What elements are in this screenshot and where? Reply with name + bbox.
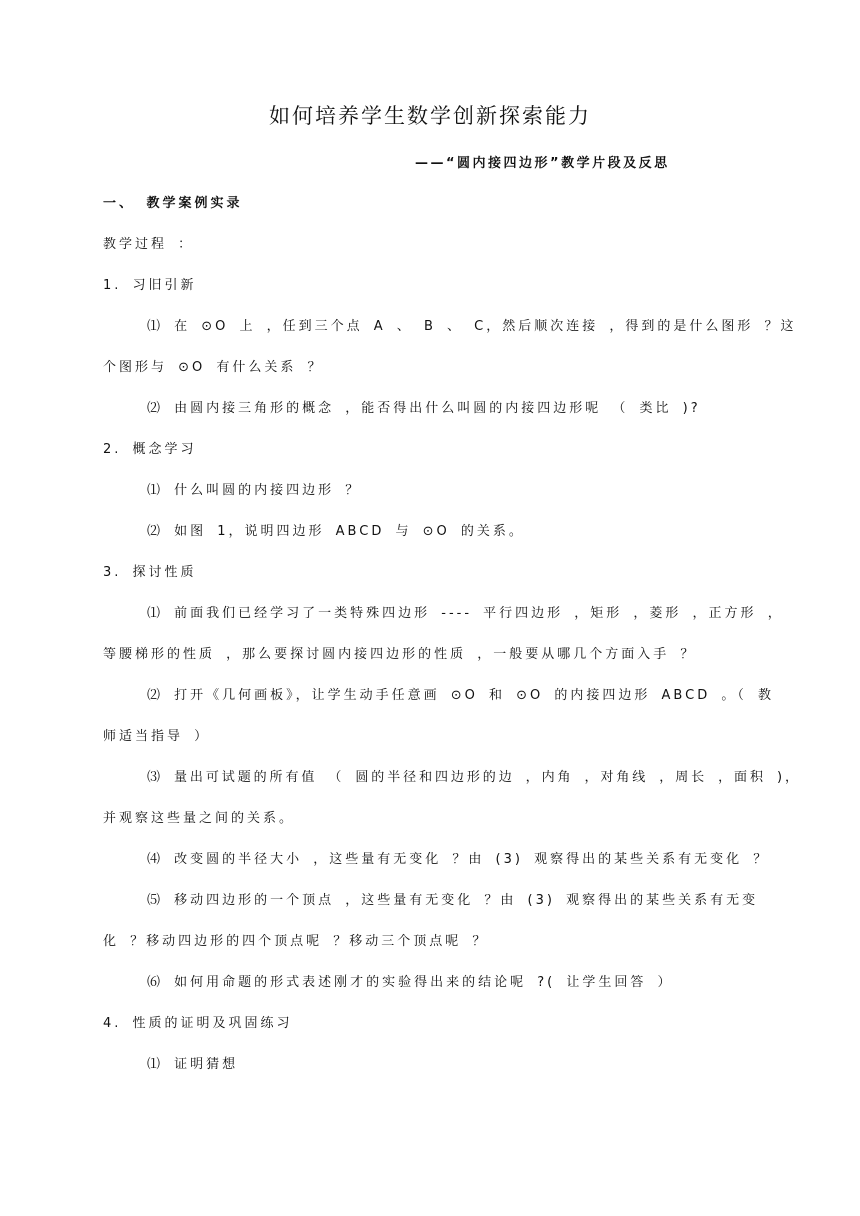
document-title: 如何培养学生数学创新探索能力 — [269, 104, 591, 128]
text-line: ⑴ 证明猜想 — [147, 1057, 239, 1072]
text-line: 化 ？移动四边形的四个顶点呢 ？移动三个顶点呢 ？ — [103, 934, 489, 949]
section-heading: 一、 教学案例实录 — [103, 196, 243, 211]
text-line: ⑴ 前面我们已经学习了一类特殊四边形 ---- 平行四边形 ，矩形 ，菱形 ，正方形 ， — [147, 606, 784, 621]
text-line: ⑸ 移动四边形的一个顶点 ，这些量有无变化 ？由 (3) 观察得出的某些关系有无变 — [147, 893, 759, 908]
text-line: ⑵ 由圆内接三角形的概念 ，能否得出什么叫圆的内接四边形呢 （ 类比 )? — [147, 401, 701, 416]
text-line: 1. 习旧引新 — [103, 278, 197, 293]
text-line: ⑵ 打开《几何画板》，让学生动手任意画 ⊙O 和 ⊙O 的内接四边形 ABCD 。（ 教 — [147, 688, 774, 703]
text-line: ⑹ 如何用命题的形式表述刚才的实验得出来的结论呢 ?( 让学生回答 ） — [147, 975, 674, 990]
text-line: ⑵ 如图 1，说明四边形 ABCD 与 ⊙O 的关系。 — [147, 524, 525, 539]
text-line: 师适当指导 ） — [103, 729, 211, 744]
text-line: ⑶ 量出可试题的所有值 （ 圆的半径和四边形的边 ，内角 ，对角线 ，周长 ，面积 )， — [147, 770, 801, 785]
text-line: 教学过程 ： — [103, 237, 195, 252]
text-line: ⑷ 改变圆的半径大小 ，这些量有无变化 ？由 (3) 观察得出的某些关系有无变化 ？ — [147, 852, 770, 867]
text-line: ⑴ 在 ⊙O 上 ，任到三个点 A 、 B 、 C，然后顺次连接 ，得到的是什么图形 ？这 — [147, 319, 797, 334]
text-line: ⑴ 什么叫圆的内接四边形 ？ — [147, 483, 362, 498]
document-subtitle: ——“圆内接四边形”教学片段及反思 — [415, 156, 670, 171]
text-line: 个图形与 ⊙O 有什么关系 ？ — [103, 360, 324, 375]
text-line: 并观察这些量之间的关系。 — [103, 811, 296, 826]
text-line: 2. 概念学习 — [103, 442, 197, 457]
text-line: 4. 性质的证明及巩固练习 — [103, 1016, 293, 1031]
text-line: 等腰梯形的性质 ，那么要探讨圆内接四边形的性质 ，一般要从哪几个方面入手 ？ — [103, 647, 697, 662]
text-line: 3. 探讨性质 — [103, 565, 197, 580]
